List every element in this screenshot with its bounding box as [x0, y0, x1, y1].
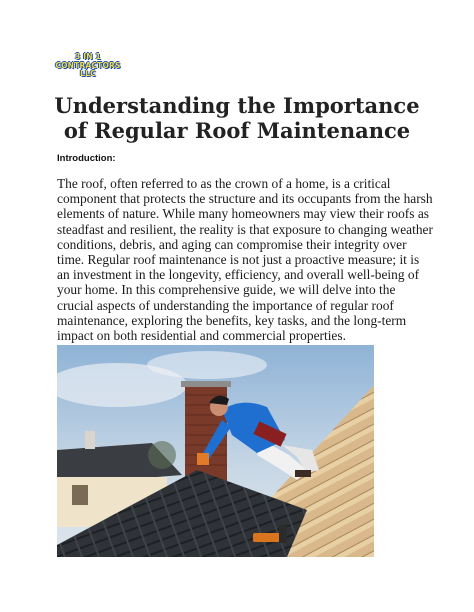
logo-line-2: CONTRACTORS [55, 60, 121, 70]
company-logo [54, 53, 122, 87]
intro-paragraph: The roof, often referred to as the crown of a home, is a critical component that protects the structure and its occupants from the harsh elements of nature. While many homeowners may view their roofs as steadfast and resilient, the reality is that exposure to changing weather conditions, debris, and aging can compromise their integrity over time. Regular roof maintenance is not just a proactive measure; it is an investment in the longevity, efficiency, and overall well-being of your home. In this comprehensive guide, we will delve into the crucial aspects of understanding the importance of regular roof maintenance, exploring the benefits, key tasks, and the long-term impact on both residential and commercial properties. [57, 176, 433, 344]
title-line-1: Understanding the Importance [54, 93, 420, 118]
roofer-photo [57, 345, 374, 557]
logo-line-1: 3 IN 1 [75, 52, 101, 61]
page-title [20, 93, 454, 143]
title-line-2: of Regular Roof Maintenance [63, 118, 411, 143]
logo-line-3: LLC [80, 69, 96, 78]
section-heading: Introduction: [57, 153, 116, 164]
